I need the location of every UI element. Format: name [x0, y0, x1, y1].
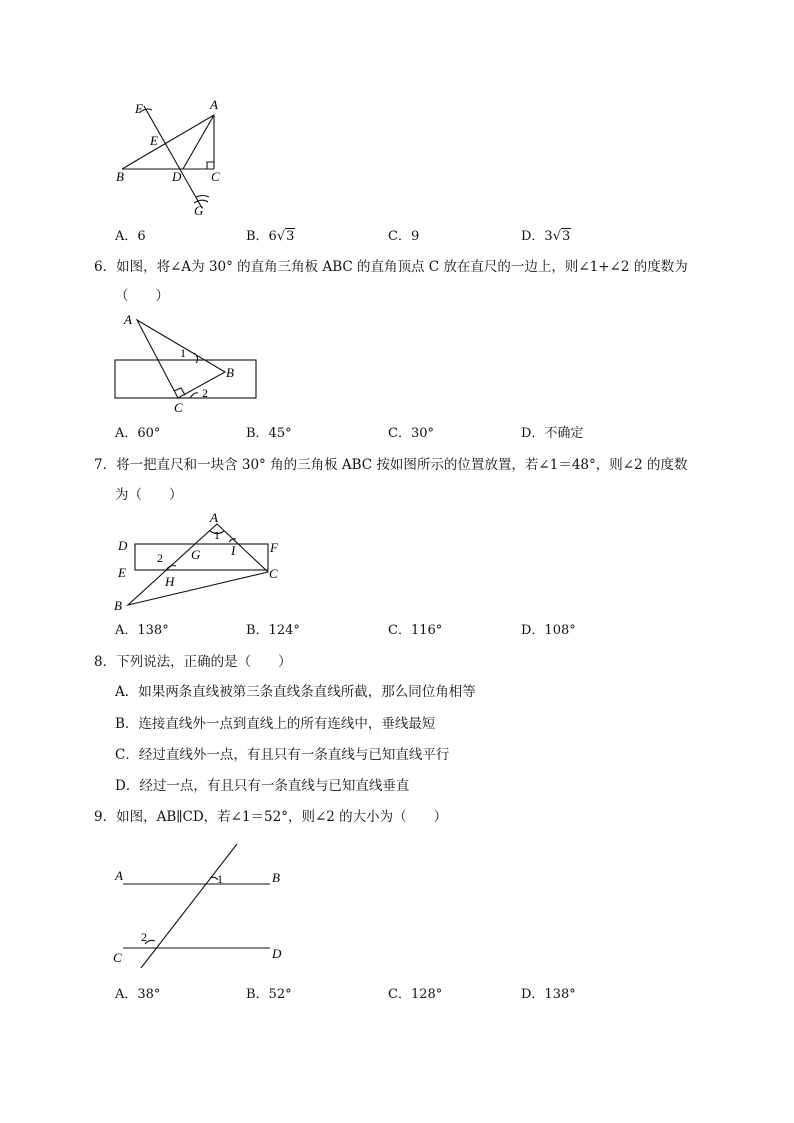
q5-option-d-radicand: 3	[562, 229, 571, 244]
q5-option-a: A．6	[115, 229, 146, 244]
angle2-label: 2	[157, 551, 163, 565]
q8-stem: 8．下列说法，正确的是（ ）	[94, 654, 292, 670]
angle1-label: 1	[180, 346, 186, 360]
q9-figure	[105, 838, 305, 973]
label-E: E	[150, 133, 158, 148]
q5-option-b	[246, 228, 295, 246]
label-C: C	[211, 169, 220, 184]
q8-option-c: C．经过直线外一点，有且只有一条直线与已知直线平行	[115, 747, 450, 763]
q6-option-c: C．30°	[388, 426, 434, 441]
ruler	[115, 360, 256, 398]
label-C: C	[113, 950, 122, 965]
label-I: I	[231, 543, 236, 558]
segment-AB	[122, 115, 214, 169]
label-A: A	[210, 510, 218, 525]
angle2-arc	[190, 393, 198, 398]
transversal	[141, 844, 237, 968]
label-D: D	[272, 946, 282, 961]
q7-option-a: A．138°	[115, 623, 169, 638]
q5-option-b-radicand: 3	[286, 229, 295, 244]
angle1-label: 1	[214, 528, 220, 542]
q7-option-c: C．116°	[388, 623, 443, 638]
q7-stem-line2: 为（ ）	[115, 487, 183, 503]
angle2-label: 2	[202, 386, 208, 400]
q5-figure	[110, 95, 250, 220]
q5-option-b-text: B．6	[246, 229, 277, 244]
label-E: E	[118, 565, 126, 580]
triangle-ABC	[128, 524, 268, 605]
q9-option-d: D．138°	[521, 987, 576, 1002]
bisector-line-FG	[144, 106, 202, 208]
label-G: G	[191, 547, 201, 562]
q6-figure	[110, 310, 270, 420]
q7-stem-line1: 7．将一把直尺和一块含 30° 角的三角板 ABC 按如图所示的位置放置，若∠1＝48°，则∠2 的度数	[94, 457, 688, 473]
sqrt-symbol: √	[276, 229, 286, 244]
label-A: A	[210, 97, 218, 112]
q6-option-b: B．45°	[246, 426, 292, 441]
q8-option-a: A．如果两条直线被第三条直线条直线所截，那么同位角相等	[115, 684, 476, 700]
q6-stem-line1: 6．如图，将∠A为 30° 的直角三角板 ABC 的直角顶点 C 放在直尺的一边上，则∠1+∠2 的度数为	[94, 259, 688, 275]
q5-option-d	[521, 228, 571, 246]
label-H: H	[165, 574, 175, 589]
label-B: B	[114, 598, 122, 613]
q5-option-d-text: D．3	[521, 229, 553, 244]
q5-option-c: C．9	[388, 229, 420, 244]
q8-option-b: B．连接直线外一点到直线上的所有连线中，垂线最短	[115, 716, 436, 732]
q7-figure	[110, 508, 290, 616]
sqrt-symbol: √	[552, 229, 561, 244]
angle1-label: 1	[217, 872, 223, 886]
label-F: F	[135, 101, 143, 116]
q6-option-a: A．60°	[115, 426, 161, 441]
q9-option-b: B．52°	[246, 987, 292, 1002]
label-F: F	[270, 540, 278, 555]
q9-option-c: C．128°	[388, 987, 443, 1002]
label-B: B	[116, 169, 124, 184]
angle2-label: 2	[141, 930, 147, 944]
q9-stem: 9．如图，AB∥CD，若∠1＝52°，则∠2 的大小为（ ）	[94, 809, 448, 825]
ruler	[135, 544, 268, 570]
q6-stem-line2: （ ）	[115, 288, 169, 304]
label-G: G	[194, 203, 204, 218]
q7-option-b: B．124°	[246, 623, 300, 638]
q6-option-d: D．不确定	[521, 426, 584, 441]
label-A: A	[115, 868, 123, 883]
label-D: D	[118, 538, 128, 553]
q9-option-a: A．38°	[115, 987, 161, 1002]
label-A: A	[124, 312, 132, 327]
label-C: C	[269, 566, 278, 581]
label-D: D	[172, 169, 182, 184]
label-B: B	[226, 365, 234, 380]
q7-option-d: D．108°	[521, 623, 576, 638]
label-C: C	[174, 400, 183, 415]
segment-AD	[183, 115, 214, 169]
label-B: B	[272, 870, 280, 885]
q8-option-d: D．经过一点，有且只有一条直线与已知直线垂直	[115, 778, 410, 794]
arc-mark-G2	[196, 196, 209, 198]
right-angle-mark	[207, 162, 214, 169]
